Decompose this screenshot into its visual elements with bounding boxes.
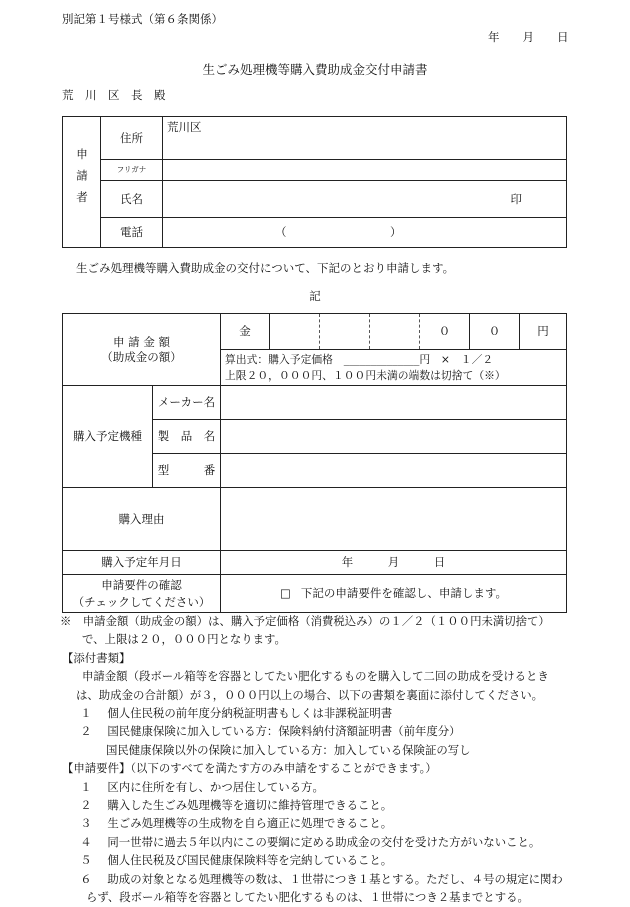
notes-section [62, 612, 572, 907]
star-note-line-1: ※ 申請金額（助成金の額）は、購入予定価格（消費税込み）の１／２（１００円未満切捨て） [60, 614, 550, 628]
reason-label: 購入理由 [63, 488, 221, 551]
date-line: 年 月 日 [488, 30, 569, 44]
requirement-item-6-cont: らず、段ボール箱等を容器としてたい肥化するものは、１世帯につき２基までとする。 [86, 890, 529, 905]
product-field[interactable] [221, 420, 567, 454]
requirement-item-6: ６ 助成の対象となる処理機等の数は、１世帯につき１基とする。ただし、４号の規定に関わ [80, 871, 563, 886]
star-note-line-2: で、上限は２０，０００円となります。 [82, 632, 286, 647]
requirement-item-2: ２ 購入した生ごみ処理機等を適切に維持管理できること。 [80, 798, 393, 813]
confirm-sublabel: （チェックしてください） [72, 594, 211, 609]
address-field[interactable] [163, 117, 567, 160]
applicant-table [62, 116, 567, 248]
purchase-date-field[interactable] [221, 551, 567, 575]
confirm-label-cell [63, 575, 221, 613]
requirement-item-4: ４ 同一世帯に過去５年以内にこの要綱に定める助成金の交付を受けた方がいないこと。 [80, 834, 541, 849]
calc-formula-line-1: 算出式：購入予定価格 ______________円 × １／２ [225, 352, 494, 366]
amount-label-cell [63, 314, 221, 386]
amount-digit-1[interactable] [270, 314, 320, 350]
maker-field[interactable] [221, 386, 567, 420]
requirement-item-3: ３ 生ごみ処理機等の生成物を自ら適正に処理できること。 [80, 816, 393, 831]
purchase-date-label: 購入予定年月日 [63, 551, 221, 575]
phone-label: 電話 [101, 218, 163, 248]
amount-sublabel: （助成金の額） [101, 349, 182, 364]
address-value: 荒川区 [167, 120, 202, 134]
maker-label: メーカー名 [153, 386, 221, 420]
amount-digit-3[interactable] [370, 314, 420, 350]
product-label: 製 品 名 [153, 420, 221, 454]
address-label: 住所 [101, 117, 163, 160]
name-label: 氏名 [101, 181, 163, 218]
phone-field[interactable] [163, 218, 567, 248]
attach-item-2-extra: 国民健康保険以外の保険に加入している方：加入している保険証の写し [106, 742, 471, 757]
form-number-label: 別記第１号様式（第６条関係） [62, 12, 223, 26]
attach-heading: 【添付書類】 [62, 650, 131, 665]
application-form-table [62, 313, 567, 613]
amount-digit-2[interactable] [320, 314, 370, 350]
confirm-label: 申請要件の確認 [101, 577, 182, 592]
confirm-text: 下記の申請要件を確認し、申請します。 [300, 586, 507, 601]
applicant-group-label: 申請者 [63, 117, 101, 248]
confirm-checkbox[interactable]: □ [280, 586, 291, 601]
attach-line-1: 申請金額（段ボール箱等を容器としてたい肥化するものを購入して二回の助成を受けるとき [82, 669, 549, 684]
attach-item-1: １ 個人住民税の前年度分納税証明書もしくは非課税証明書 [80, 706, 393, 721]
confirm-field [221, 575, 567, 613]
amount-label: 申 請 金 額 [113, 334, 170, 349]
calc-formula-line-2: 上限２０，０００円、１００円未満の端数は切捨て（※） [225, 368, 506, 382]
requirement-item-1: １ 区内に住所を有し、かつ居住している方。 [80, 779, 324, 794]
model-label: 型 番 [153, 454, 221, 488]
phone-parentheses: （ ） [275, 225, 402, 240]
reason-field[interactable] [221, 488, 567, 551]
attach-line-2: は、助成金の合計額）が３，０００円以上の場合、以下の書類を裏面に添付してください。 [76, 687, 544, 702]
ki-label: 記 [309, 289, 321, 303]
requirement-item-5: ５ 個人住民税及び国民健康保険料等を完納していること。 [80, 853, 393, 868]
machine-group-label: 購入予定機種 [63, 386, 153, 488]
amount-digit-zero-1: ０ [420, 314, 470, 350]
addressee: 荒 川 区 長 殿 [62, 88, 166, 102]
furigana-field[interactable] [163, 160, 567, 181]
requirements-heading: 【申請要件】（以下のすべてを満たす方のみ申請をすることができます。） [62, 761, 437, 776]
purchase-date-value: 年 月 日 [341, 555, 446, 570]
amount-digit-zero-2: ０ [470, 314, 520, 350]
attach-item-2: ２ 国民健康保険に加入している方：保険料納付済額証明書（前年度分） [80, 724, 461, 739]
name-field[interactable] [163, 181, 567, 218]
yen-label: 円 [520, 314, 567, 350]
model-field[interactable] [221, 454, 567, 488]
seal-mark: 印 [510, 191, 522, 206]
intro-text: 生ごみ処理機等購入費助成金の交付について、下記のとおり申請します。 [76, 261, 455, 275]
calc-formula-cell [221, 350, 567, 386]
kin-label: 金 [221, 314, 270, 350]
page-title: 生ごみ処理機等購入費助成金交付申請書 [202, 62, 428, 77]
furigana-label: フリガナ [101, 160, 163, 181]
